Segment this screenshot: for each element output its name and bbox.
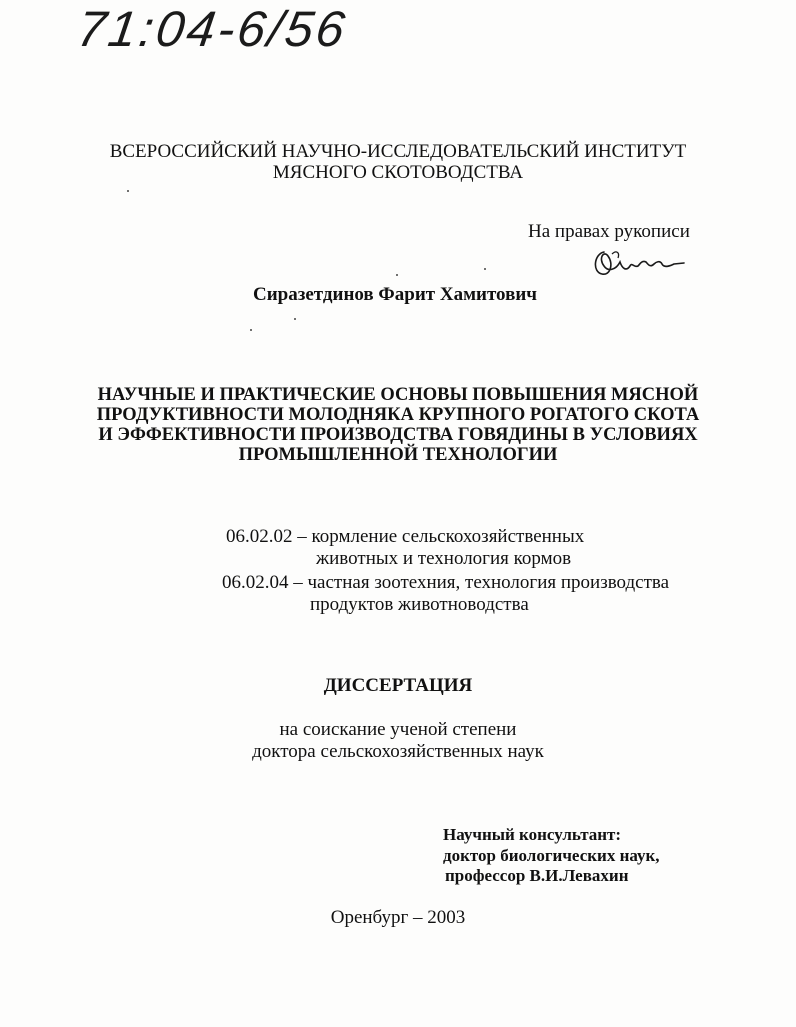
- consultant-name: профессор В.И.Левахин: [445, 866, 629, 885]
- signature-icon: [590, 246, 686, 280]
- consultant-label: Научный консультант:: [443, 825, 622, 844]
- specialty-1-line-1: 06.02.02 – кормление сельскохозяйственных: [226, 526, 585, 547]
- institute-line-2: МЯСНОГО СКОТОВОДСТВА: [272, 162, 524, 183]
- scan-speck: [127, 190, 129, 192]
- institute-line-1: ВСЕРОССИЙСКИЙ НАУЧНО-ИССЛЕДОВАТЕЛЬСКИЙ ИНСТИТУТ: [109, 141, 687, 162]
- title-line-3: И ЭФФЕКТИВНОСТИ ПРОИЗВОДСТВА ГОВЯДИНЫ В УСЛОВИЯХ: [98, 425, 698, 445]
- scan-speck: [396, 274, 398, 276]
- archive-stamp: 71:04-6/56: [74, 1, 352, 57]
- degree-line-1: на соискание ученой степени: [279, 719, 517, 740]
- scan-speck: [294, 318, 296, 320]
- scan-speck: [484, 268, 486, 270]
- author-name: Сиразетдинов Фарит Хамитович: [253, 284, 537, 305]
- title-line-1: НАУЧНЫЕ И ПРАКТИЧЕСКИЕ ОСНОВЫ ПОВЫШЕНИЯ МЯСНОЙ: [97, 385, 699, 405]
- consultant-degree: доктор биологических наук,: [443, 846, 660, 865]
- specialty-2-line-2: продуктов животноводства: [310, 594, 529, 615]
- specialty-2-line-1: 06.02.04 – частная зоотехния, технология производства: [222, 572, 670, 593]
- scan-speck: [250, 329, 252, 331]
- title-line-4: ПРОМЫШЛЕННОЙ ТЕХНОЛОГИИ: [238, 445, 558, 465]
- title-line-2: ПРОДУКТИВНОСТИ МОЛОДНЯКА КРУПНОГО РОГАТОГО СКОТА: [96, 405, 700, 425]
- degree-line-2: доктора сельскохозяйственных наук: [252, 741, 544, 762]
- document-type: ДИССЕРТАЦИЯ: [323, 675, 473, 696]
- manuscript-note: На правах рукописи: [528, 221, 690, 242]
- city-year: Оренбург – 2003: [330, 907, 466, 928]
- specialty-1-line-2: животных и технология кормов: [316, 548, 572, 569]
